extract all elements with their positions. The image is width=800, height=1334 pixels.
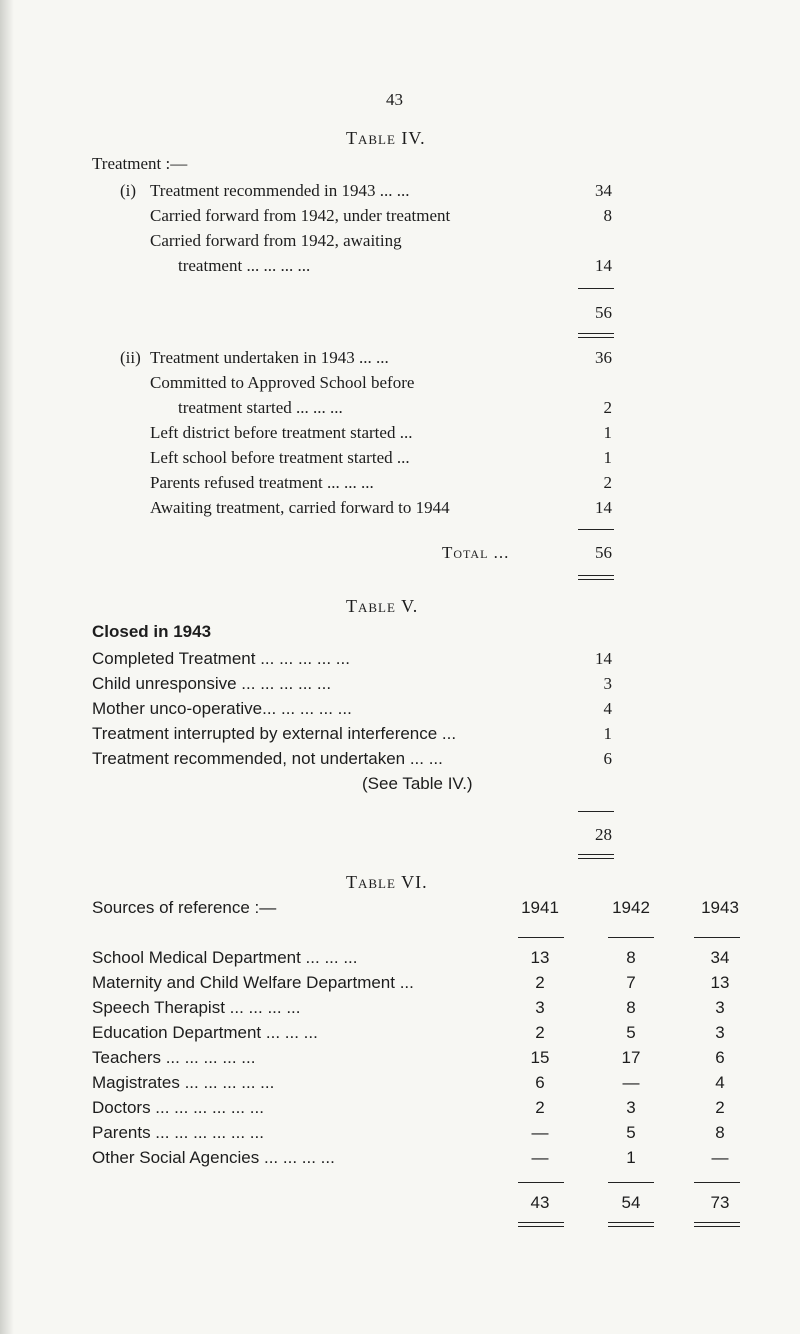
- column-rule: [518, 937, 564, 938]
- table-row-value: 6: [603, 749, 612, 768]
- table-v-heading: Closed in 1943: [92, 622, 212, 641]
- table-row-label: Completed Treatment ... ... ... ... ...: [92, 649, 350, 668]
- table-iv-heading: Treatment :—: [92, 154, 188, 173]
- table-v-title: Table V.: [346, 596, 419, 616]
- table-cell: —: [711, 1148, 729, 1167]
- table-cell: 13: [710, 973, 730, 992]
- column-rule: [694, 1182, 740, 1183]
- table-cell: 13: [530, 948, 550, 967]
- table-cell: 6: [715, 1048, 725, 1067]
- table-cell: 3: [626, 1098, 636, 1117]
- table-cell: 5: [626, 1123, 636, 1142]
- table-row-label: Mother unco-operative... ... ... ... ...: [92, 699, 352, 718]
- table-cell: —: [531, 1123, 549, 1142]
- part-ii-total: 56: [595, 543, 612, 562]
- table-row-label: Parents refused treatment ... ... ...: [150, 473, 374, 492]
- table-row-label: Magistrates ... ... ... ... ...: [92, 1073, 275, 1092]
- table-row-label: Carried forward from 1942, under treatment: [150, 206, 451, 225]
- double-rule: [578, 333, 614, 338]
- table-cell: 4: [715, 1073, 725, 1092]
- column-total: 43: [530, 1193, 550, 1212]
- page-edge-shadow: [0, 0, 14, 1334]
- table-vi-title: Table VI.: [346, 872, 428, 892]
- table-cell: —: [531, 1148, 549, 1167]
- table-row-label: Awaiting treatment, carried forward to 1944: [150, 498, 450, 517]
- table-row-value: 1: [603, 724, 612, 743]
- table-row-label: School Medical Department ... ... ...: [92, 948, 358, 967]
- column-header: 1943: [701, 898, 739, 917]
- table-cell: 15: [530, 1048, 550, 1067]
- table-cell: 2: [715, 1098, 725, 1117]
- table-cell: 8: [715, 1123, 725, 1142]
- table-row-value: 8: [603, 206, 612, 225]
- part-ii-marker: (ii): [120, 348, 141, 367]
- table-row-value: 36: [595, 348, 612, 367]
- double-rule: [518, 1222, 564, 1227]
- table-vi-heading: Sources of reference :—: [92, 898, 277, 917]
- subtotal-rule: [578, 811, 614, 812]
- double-rule: [578, 854, 614, 859]
- table-row-label: Doctors ... ... ... ... ... ...: [92, 1098, 264, 1117]
- table-row-label: Parents ... ... ... ... ... ...: [92, 1123, 264, 1142]
- double-rule: [694, 1222, 740, 1227]
- column-total: 54: [621, 1193, 641, 1212]
- table-row-label: Carried forward from 1942, awaiting: [150, 231, 402, 250]
- table-row-label: Teachers ... ... ... ... ...: [92, 1048, 256, 1067]
- part-i-total: 56: [595, 303, 612, 322]
- table-row-label: Treatment interrupted by external interference ...: [92, 724, 457, 743]
- table-row-value: 14: [595, 256, 612, 275]
- column-rule: [518, 1182, 564, 1183]
- table-cell: 2: [535, 973, 545, 992]
- column-rule: [608, 937, 654, 938]
- double-rule: [578, 575, 614, 580]
- table-row-value: 2: [603, 473, 612, 492]
- double-rule: [608, 1222, 654, 1227]
- table-cell: 6: [535, 1073, 545, 1092]
- table-cell: 17: [621, 1048, 641, 1067]
- table-row-label: Speech Therapist ... ... ... ...: [92, 998, 301, 1017]
- table-row-value: 14: [595, 498, 612, 517]
- column-total: 73: [710, 1193, 730, 1212]
- table-row-label: Treatment recommended in 1943 ... ...: [150, 181, 410, 200]
- table-row-value: 1: [603, 423, 612, 442]
- table-row-value: 14: [595, 649, 612, 668]
- table-row-label: Committed to Approved School before: [150, 373, 415, 392]
- table-row-value: 34: [595, 181, 612, 200]
- table-cell: 5: [626, 1023, 636, 1042]
- table-row-value: 2: [603, 398, 612, 417]
- table-cell: 3: [535, 998, 545, 1017]
- column-rule: [608, 1182, 654, 1183]
- table-cell: 8: [626, 998, 636, 1017]
- table-row-label: Child unresponsive ... ... ... ... ...: [92, 674, 332, 693]
- page-number: 43: [386, 90, 403, 109]
- table-row-label: Treatment undertaken in 1943 ... ...: [150, 348, 389, 367]
- column-header: 1942: [612, 898, 650, 917]
- table-cell: 1: [626, 1148, 636, 1167]
- subtotal-rule: [578, 288, 614, 289]
- table-row-label: Left district before treatment started ...: [150, 423, 413, 442]
- table-cell: 2: [535, 1098, 545, 1117]
- column-header: 1941: [521, 898, 559, 917]
- part-i-marker: (i): [120, 181, 137, 200]
- table-note: (See Table IV.): [362, 774, 473, 793]
- table-cell: 8: [626, 948, 636, 967]
- table-row-label: treatment started ... ... ...: [178, 398, 343, 417]
- table-cell: 2: [535, 1023, 545, 1042]
- table-cell: 3: [715, 998, 725, 1017]
- table-iv-title: Table IV.: [346, 128, 426, 148]
- table-row-label: Education Department ... ... ...: [92, 1023, 318, 1042]
- total-label: Total ...: [442, 543, 510, 562]
- table-row-label: treatment ... ... ... ...: [178, 256, 311, 275]
- column-rule: [694, 937, 740, 938]
- subtotal-rule: [578, 529, 614, 530]
- table-v-total: 28: [595, 825, 612, 844]
- table-row-label: Left school before treatment started ...: [150, 448, 410, 467]
- table-row-label: Treatment recommended, not undertaken ... ...: [92, 749, 443, 768]
- table-row-value: 3: [603, 674, 612, 693]
- table-cell: 3: [715, 1023, 725, 1042]
- table-cell: 34: [710, 948, 730, 967]
- table-cell: 7: [626, 973, 636, 992]
- table-row-value: 4: [603, 699, 612, 718]
- table-row-label: Other Social Agencies ... ... ... ...: [92, 1148, 335, 1167]
- table-row-value: 1: [603, 448, 612, 467]
- table-row-label: Maternity and Child Welfare Department ...: [92, 973, 414, 992]
- table-cell: —: [622, 1073, 640, 1092]
